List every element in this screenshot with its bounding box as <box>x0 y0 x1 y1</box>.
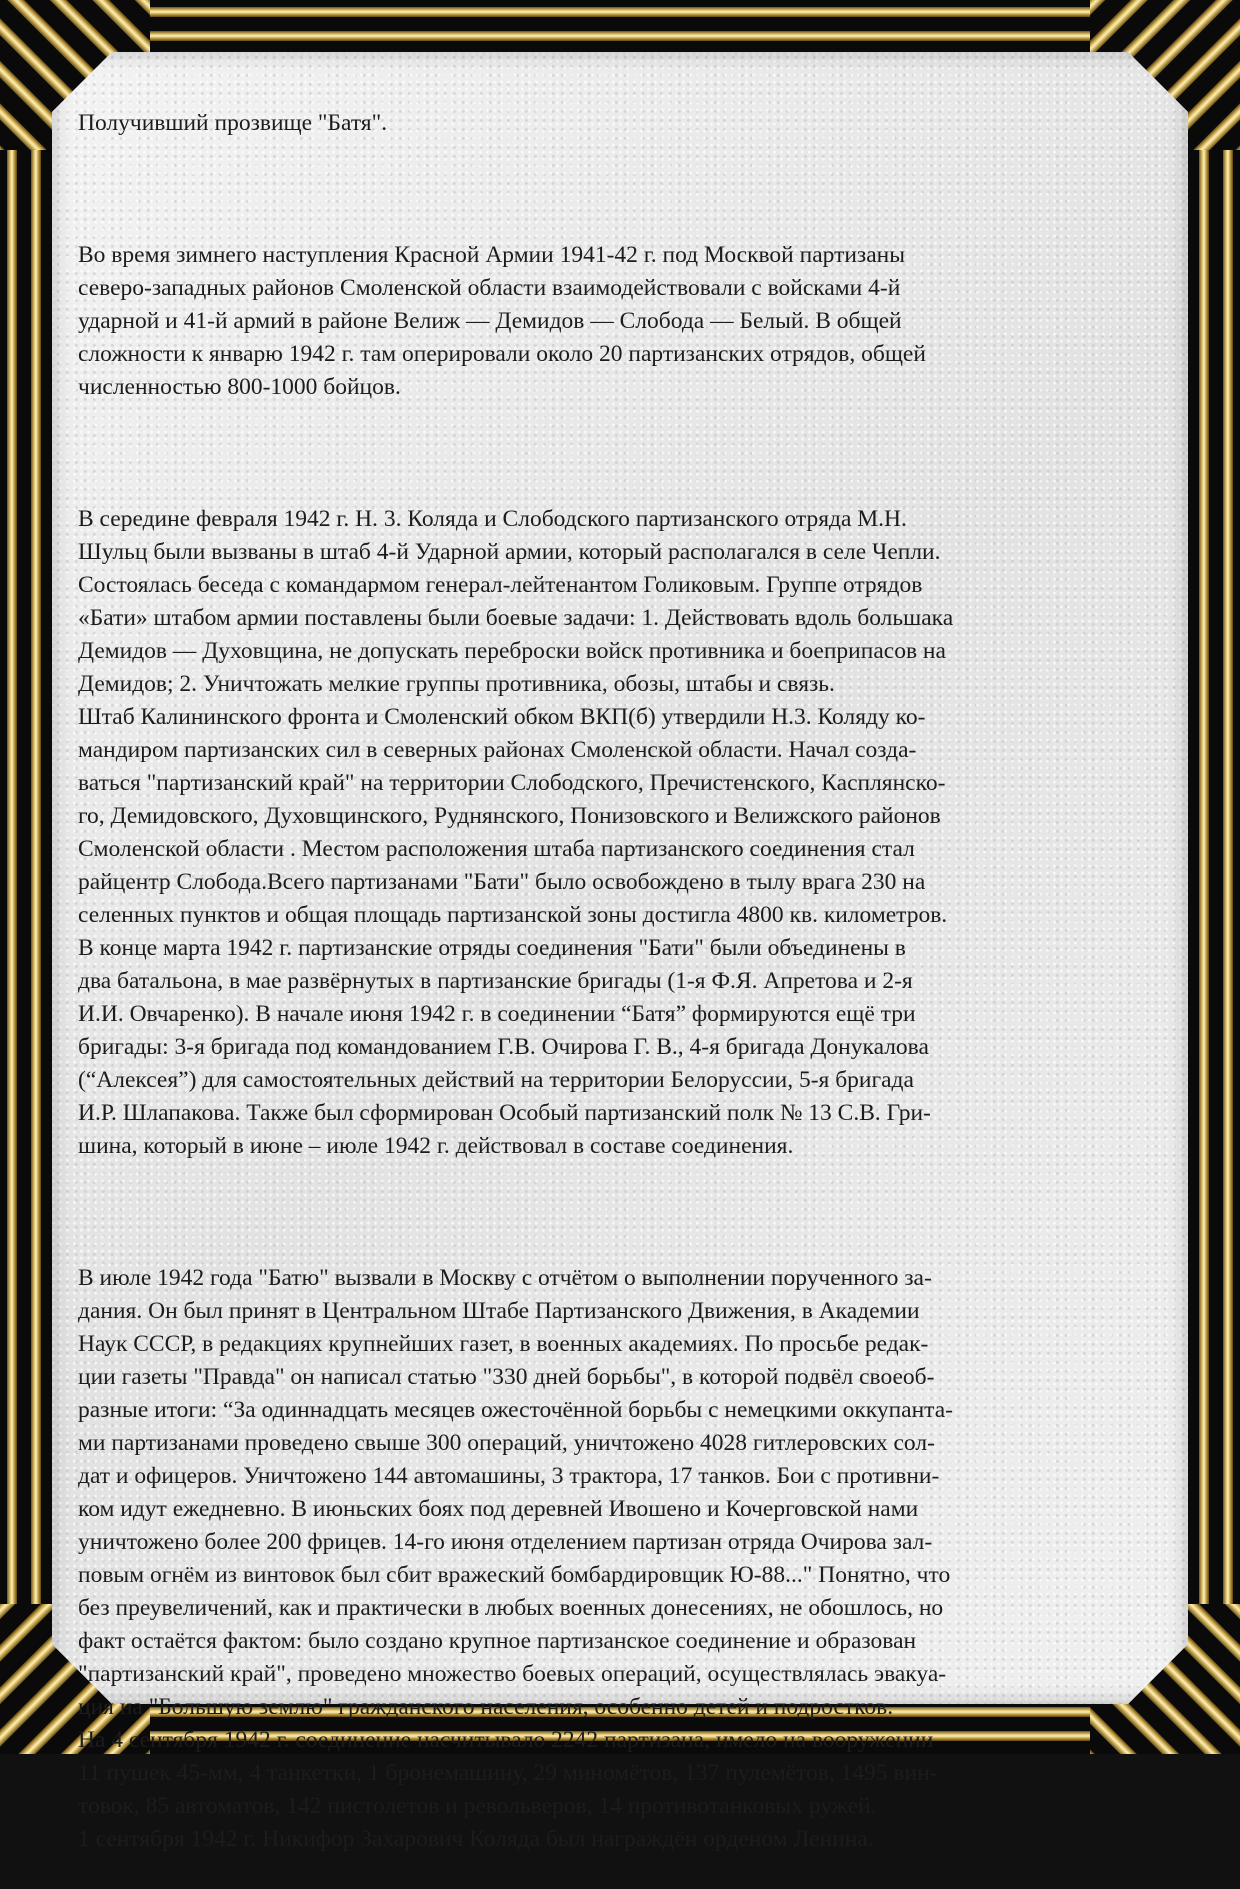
paragraph-july-1942: В июле 1942 года "Батю" вызвали в Москву с отчётом о выполнении порученного за- дания. Он был принят в Центральном Штабе Партизанского Движения, в Академии Наук СССР, в редакциях крупнейших газет, в военных академиях. По просьбе редак- ции газеты "Правда" он написал статью "330 дней борьбы", в которой подвёл своеоб- разные итоги: “За одиннадцать месяцев ожесточённой борьбы с немецкими оккупанта- ми партизанами проведено свыше 300 операций, уничтожено 4028 гитлеровских сол- дат и офицеров. Уничтожено 144 автомашины, 3 трактора, 17 танков. Бои с противни- ком идут ежедневно. В июньских боях под деревней Ивошено и Кочерговской нами уничтожено более 200 фрицев. 14-го июня отделением партизан отряда Очирова зал- повым огнём из винтовок был сбит вражеский бомбардировщик Ю-88..." Понятно, что без преувеличений, как и практически в любых военных донесениях, не обошлось, но факт остаётся фактом: было создано крупное партизанское соединение и образован "партизанский край", проведено множество боевых операций, осуществлялась эвакуа- ция на "Большую землю" гражданского населения, особенно детей и подростков. На 4 сентября 1942 г. соединение насчитывало 2242 партизана, имело на вооружении 11 пушек 45-мм, 4 танкетки, 1 бронемашину, 29 миномётов, 137 пулемётов, 1495 вин- товок, 85 автоматов, 142 пистолетов и револьверов, 14 противотанковых ружей. 1 сентября 1942 г. Никифор Захарович Коляда был награждён орденом Ленина. <box>78 1265 953 1852</box>
paragraph-nickname: Получивший прозвище "Батя". <box>78 110 388 136</box>
paragraph-february-1942: В середине февраля 1942 г. Н. 3. Коляда и Слободского партизанского отряда М.Н. Шульц были вызваны в штаб 4-й Ударной армии, который располагался в селе Чепли. Состоялась беседа с командармом генерал-лейтенантом Голиковым. Группе отрядов «Бати» штабом армии поставлены были боевые задачи: 1. Действовать вдоль большака Демидов — Духовщина, не допускать переброски войск противника и боеприпасов на Демидов; 2. Уничтожать мелкие группы противника, обозы, штабы и связь. Штаб Калининского фронта и Смоленский обком ВКП(б) утвердили Н.3. Коляду ко- мандиром партизанских сил в северных районах Смоленской области. Начал созда- ваться "партизанский край" на территории Слободского, Пречистенского, Касплянско- го, Демидовского, Духовщинского, Руднянского, Понизовского и Велижского районов Смоленской области . Местом расположения штаба партизанского соединения стал райцентр Слобода.Всего партизанами "Бати" было освобождено в тылу врага 230 на селенных пунктов и общая площадь партизанской зоны достигла 4800 кв. километров. В конце марта 1942 г. партизанские отряды соединения "Бати" были объединены в два батальона, в мае развёрнутых в партизанские бригады (1-я Ф.Я. Апретова и 2-я И.И. Овчаренко). В начале июня 1942 г. в соединении “Батя” формируются ещё три бригады: 3-я бригада под командованием Г.В. Очирова Г. В., 4-я бригада Донукалова (“Алексея”) для самостоятельных действий на территории Белоруссии, 5-я бригада И.Р. Шлапакова. Также был сформирован Особый партизанский полк № 13 С.В. Гри- шина, который в июне – июле 1942 г. действовал в составе соединения. <box>78 506 954 1159</box>
document-text <box>78 74 1150 1889</box>
paragraph-winter-offensive: Во время зимнего наступления Красной Армии 1941-42 г. под Москвой партизаны северо-западных районов Смоленской области взаимодействовали с войсками 4-й ударной и 41-й армий в районе Велиж — Демидов — Слобода — Белый. В общей сложности к январю 1942 г. там оперировали около 20 партизанских отрядов, общей численностью 800-1000 бойцов. <box>78 242 926 400</box>
